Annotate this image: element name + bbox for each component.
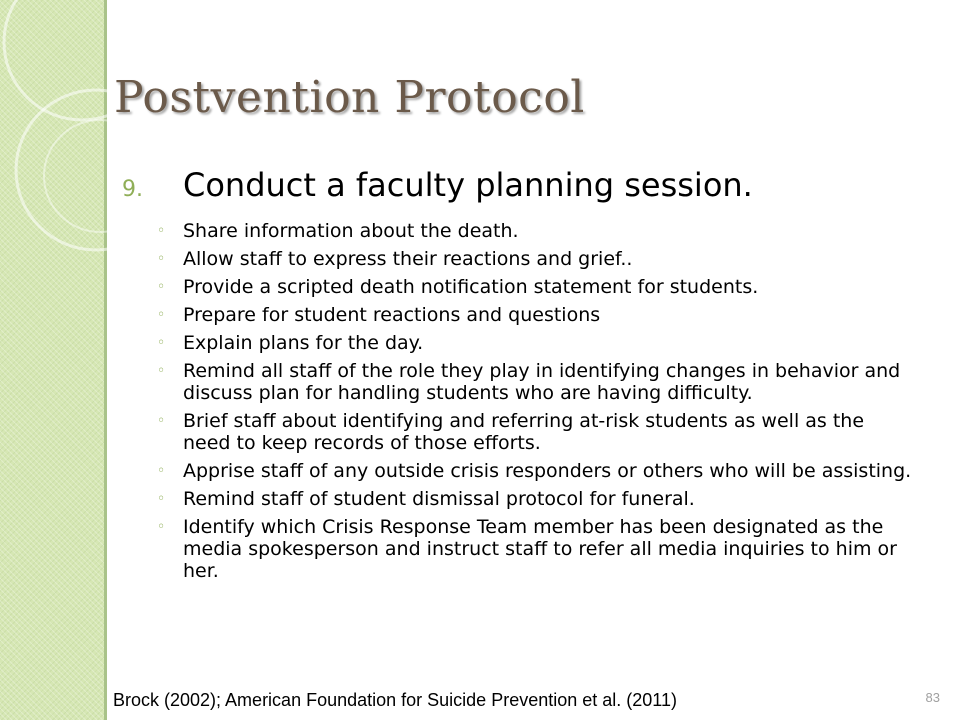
bullet-text: Remind staff of student dismissal protocol for funeral. [183, 488, 695, 510]
bullet-text: Provide a scripted death notification statement for students. [183, 276, 759, 298]
bullet-icon: ◦ [157, 307, 166, 323]
bullet-text: Brief staff about identifying and referring at-risk students as well as the need to keep records of those efforts. [183, 410, 865, 454]
bullet-item [157, 248, 917, 270]
bullet-icon: ◦ [157, 413, 166, 429]
bullet-text: Explain plans for the day. [183, 332, 424, 354]
bullet-item [157, 332, 917, 354]
bullet-icon: ◦ [157, 463, 166, 479]
bullet-icon: ◦ [157, 279, 166, 295]
bullet-text: Prepare for student reactions and questions [183, 304, 601, 326]
bullet-item [157, 360, 917, 404]
bullet-item [157, 460, 917, 482]
bullet-icon: ◦ [157, 491, 166, 507]
bullet-icon: ◦ [157, 519, 166, 535]
bullet-list [157, 220, 917, 588]
bullet-icon: ◦ [157, 335, 166, 351]
bullet-icon: ◦ [157, 223, 166, 239]
band-divider [104, 0, 107, 720]
bullet-text: Apprise staff of any outside crisis responders or others who will be assisting. [183, 460, 912, 482]
bullet-item [157, 220, 917, 242]
bullet-item [157, 516, 917, 582]
decorative-band [0, 0, 104, 720]
main-list-item [122, 166, 922, 204]
bullet-icon: ◦ [157, 363, 166, 379]
bullet-item [157, 488, 917, 510]
bullet-text: Remind all staff of the role they play in identifying changes in behavior and discuss plan for handling students who are having difficulty. [183, 360, 901, 404]
bullet-icon: ◦ [157, 251, 166, 267]
slide-title: Postvention Protocol [114, 72, 585, 123]
bullet-item [157, 304, 917, 326]
bullet-item [157, 410, 917, 454]
main-item-number: 9. [122, 177, 143, 202]
bullet-text: Allow staff to express their reactions and grief.. [183, 248, 633, 270]
citation: Brock (2002); American Foundation for Suicide Prevention et al. (2011) [113, 690, 677, 710]
bullet-text: Identify which Crisis Response Team member has been designated as the media spokesperson and instruct staff to refer all media inquiries to him or her. [183, 516, 897, 582]
bullet-text: Share information about the death. [183, 220, 519, 242]
main-item-text: Conduct a faculty planning session. [183, 166, 753, 204]
bullet-item [157, 276, 917, 298]
page-number: 83 [925, 690, 940, 705]
